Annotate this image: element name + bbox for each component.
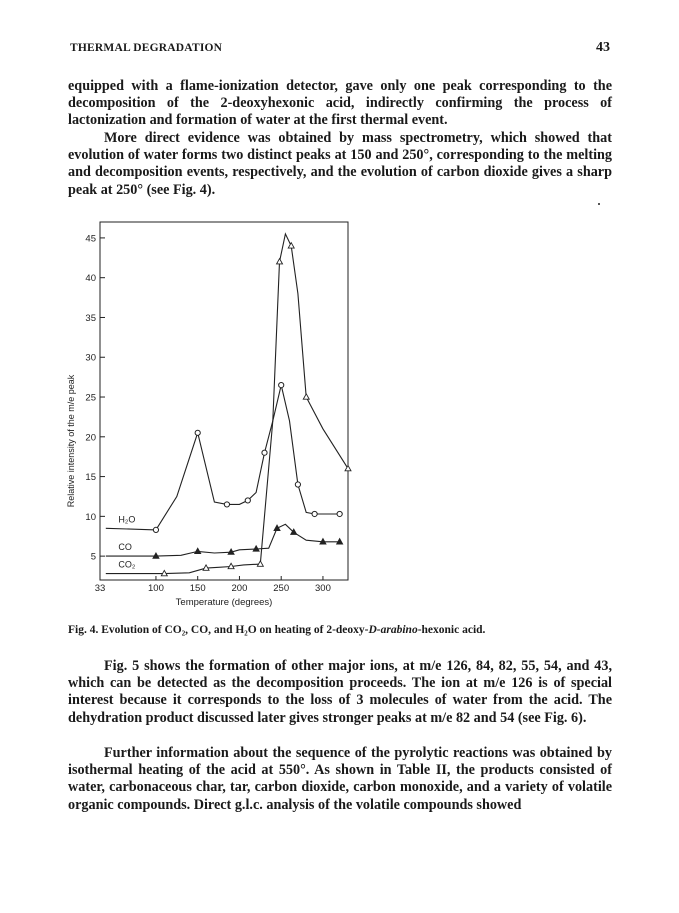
x-axis-label: Temperature (degrees) <box>175 597 273 608</box>
series-label: CO <box>118 542 132 553</box>
data-point <box>277 259 283 264</box>
series-label: CO₂ <box>118 559 136 570</box>
y-tick-label: 20 <box>85 432 96 444</box>
series-line-0 <box>106 385 340 530</box>
y-tick-label: 35 <box>85 312 96 324</box>
plot-frame <box>100 222 348 580</box>
y-tick-label: 5 <box>90 551 96 563</box>
x-tick-label: 150 <box>189 583 206 594</box>
y-tick-label: 30 <box>85 352 96 364</box>
paragraph-2 <box>68 130 612 199</box>
page-number: 43 <box>596 40 610 55</box>
chart-svg <box>58 212 358 612</box>
data-point <box>257 561 263 566</box>
data-point <box>153 527 158 532</box>
caption-italic: D-arabino <box>368 624 418 636</box>
x-tick-label: 250 <box>273 583 290 594</box>
paragraph-3-text: Fig. 5 shows the formation of other major ions, at m/e 126, 84, 82, 55, 54, and 43, which can be detected as the decomposition proceeds. The ion at m/e 126 is of special interest because it corresponds to the loss of 3 molecules of water from the acid. The dehydration product discussed later gives stronger peaks at m/e 82 and 54 (see Fig. 6). <box>68 658 612 726</box>
x-tick-label: 33 <box>94 583 106 594</box>
series-label: H₂O <box>118 514 136 525</box>
y-tick-label: 45 <box>85 233 96 245</box>
data-point <box>295 482 300 487</box>
data-point <box>195 430 200 435</box>
y-axis-label: Relative intensity of the m/e peak <box>66 374 76 508</box>
data-point <box>312 511 317 516</box>
data-point <box>279 382 284 387</box>
data-point <box>288 243 294 248</box>
paragraph-2-text: More direct evidence was obtained by mass spectrometry, which showed that evolution of water forms two distinct peaks at 150 and 250°, corresponding to the melting and decomposition events, respectively, and the evolution of carbon dioxide gives a sharp peak at 250° (see Fig. 4). <box>68 130 612 198</box>
running-header <box>70 42 610 62</box>
caption-suffix: -hexonic acid. <box>417 624 486 636</box>
data-point <box>195 548 201 553</box>
x-tick-label: 100 <box>148 583 164 594</box>
x-tick-label: 300 <box>315 583 331 594</box>
y-tick-label: 10 <box>85 511 96 523</box>
x-tick-label: 200 <box>231 583 248 594</box>
figure-caption <box>68 624 612 636</box>
data-point <box>262 450 267 455</box>
data-point <box>245 498 250 503</box>
caption-prefix: Fig. 4. Evolution of CO₂, CO, and H₂O on heating of 2-deoxy- <box>68 624 369 636</box>
paragraph-4 <box>68 745 612 814</box>
figure-4 <box>58 212 358 612</box>
y-tick-label: 40 <box>85 273 96 285</box>
stray-mark <box>598 203 600 205</box>
running-head: THERMAL DEGRADATION <box>70 42 223 54</box>
paragraph-3 <box>68 658 612 727</box>
data-point <box>303 394 309 399</box>
paragraph-1: equipped with a flame-ionization detector, gave only one peak corresponding to the decomposition of the 2-deoxyhexonic acid, indirectly confirming the process of lactonization and formation of water at the first thermal event. <box>68 78 612 129</box>
y-tick-label: 15 <box>85 472 96 484</box>
data-point <box>337 511 342 516</box>
series-line-2 <box>106 234 348 574</box>
y-tick-label: 25 <box>85 392 96 404</box>
paragraph-4-text: Further information about the sequence of the pyrolytic reactions was obtained by isothermal heating of the acid at 550°. As shown in Table II, the products consisted of water, carbonaceous char, tar, carbon dioxide, carbon monoxide, and a variety of volatile organic compounds. Direct g.l.c. analysis of the volatile compounds showed <box>68 745 612 813</box>
data-point <box>224 502 229 507</box>
